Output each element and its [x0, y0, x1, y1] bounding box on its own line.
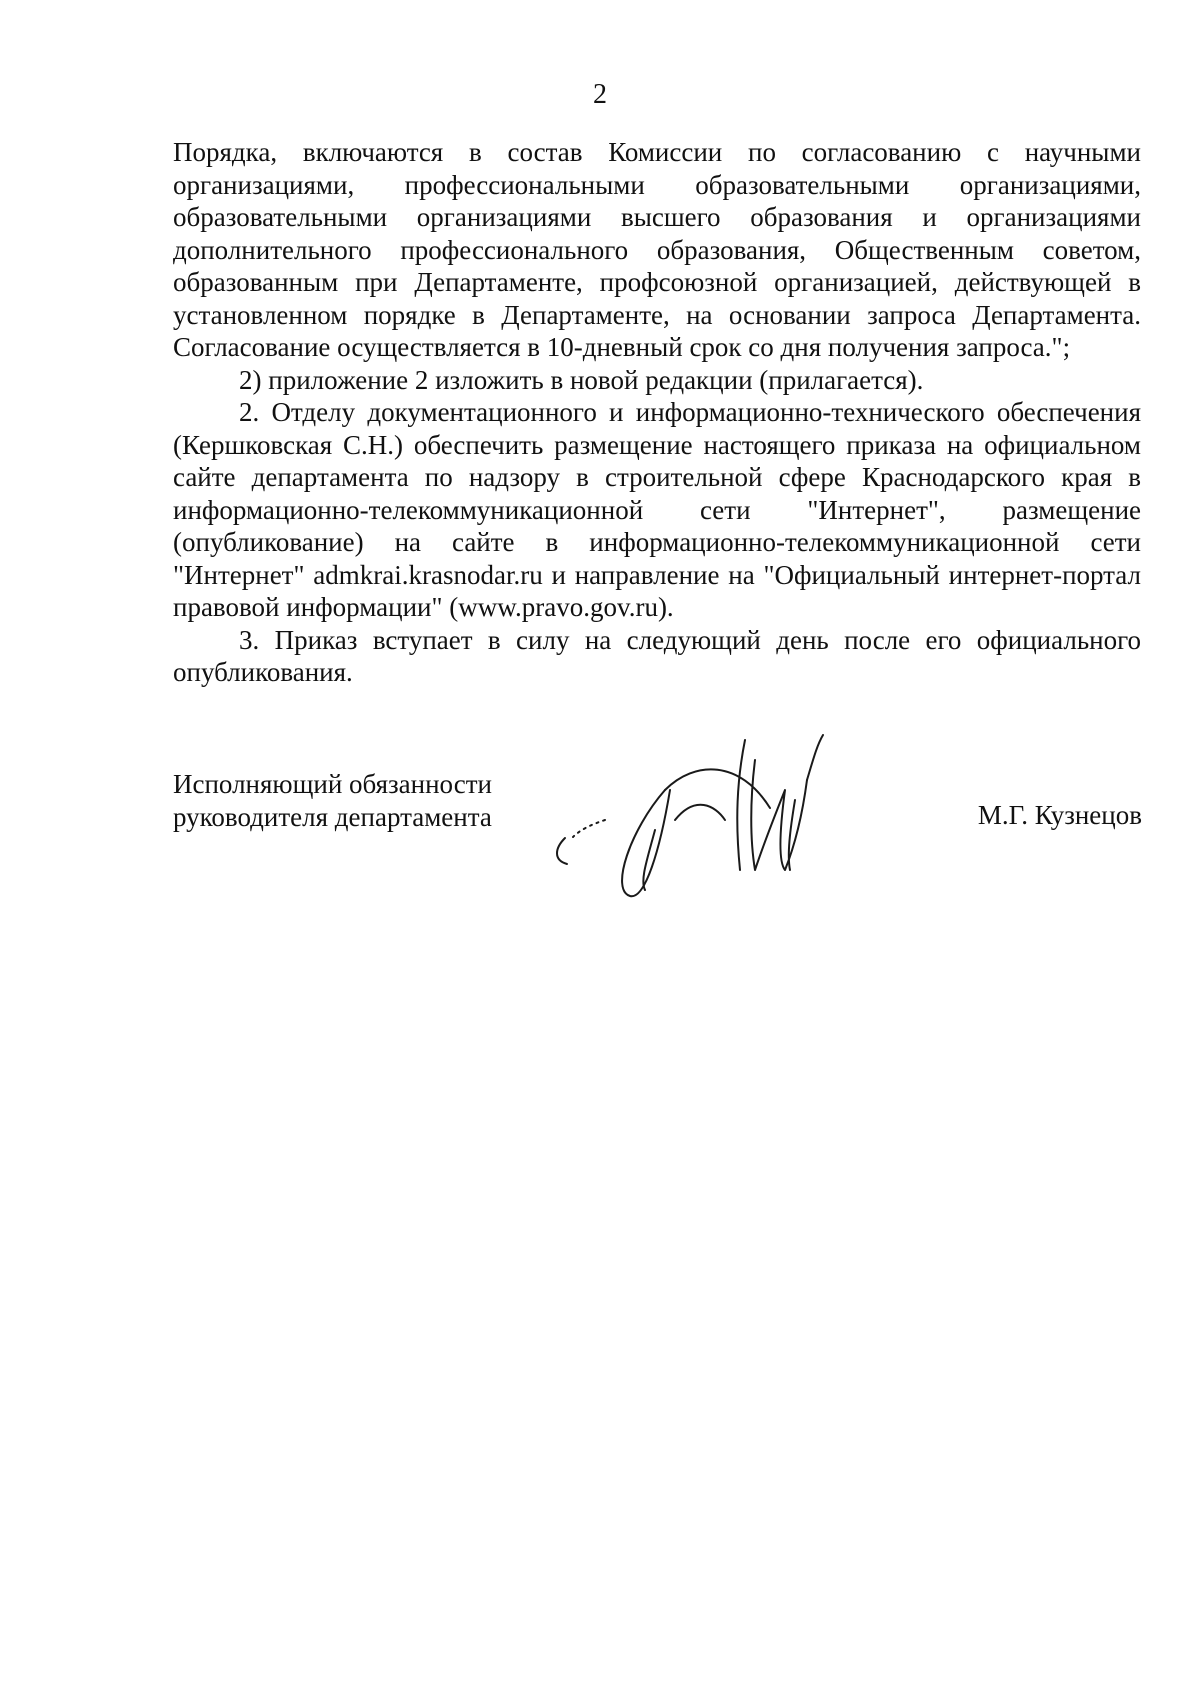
document-body — [173, 136, 1141, 689]
handwritten-signature — [545, 720, 875, 900]
paragraph: 2. Отделу документационного и информационно-технического обеспечения (Кершковская С.Н.) обеспечить размещение настоящего приказа на официальном сайте департамента по надзору в строительной сфере Краснодарского края в информационно-телекоммуникационной сети "Интернет", размещение (опубликование) на сайте в информационно-телекоммуникационной сети "Интернет" admkrai.krasnodar.ru и направление на "Официальный интернет-портал правовой информации" (www.pravo.gov.ru). — [173, 397, 1141, 622]
paragraph: 3. Приказ вступает в силу на следующий день после его официального опубликования. — [173, 624, 1141, 687]
signer-name: М.Г. Кузнецов — [977, 800, 1142, 830]
signer-title-line: руководителя департамента — [173, 801, 492, 832]
paragraph: 2) приложение 2 изложить в новой редакции (прилагается). — [239, 364, 924, 395]
signer-title-line: Исполняющий обязанности — [173, 769, 492, 799]
paragraph: Порядка, включаются в состав Комиссии по согласованию с научными организациями, профессиональными образовательными организациями, образовательными организациями высшего образования и организациями дополнительного профессионального образования, Общественным советом, образованным при Департаменте, профсоюзной организацией, действующей в установленном порядке в Департаменте, на основании запроса Департамента. Согласование осуществляется в 10-дневный срок со дня получения запроса."; — [173, 137, 1141, 362]
page-number: 2 — [593, 79, 607, 110]
signer-title — [173, 768, 492, 833]
